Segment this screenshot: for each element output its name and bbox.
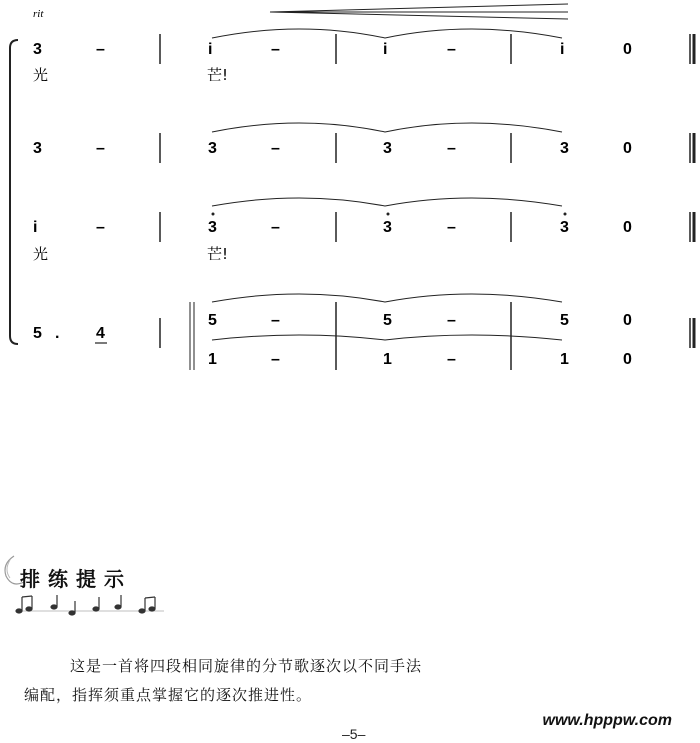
tie: [212, 335, 562, 340]
rest: 0: [623, 312, 632, 329]
tie: [212, 294, 562, 302]
staff-3: [33, 198, 694, 263]
lyric: 芒!: [207, 66, 229, 84]
rest: 0: [623, 41, 632, 58]
note: 3: [208, 140, 217, 157]
rest: 0: [623, 219, 632, 236]
tie: [212, 123, 562, 132]
note: 1: [208, 351, 217, 368]
dash: –: [96, 219, 105, 236]
dash: –: [271, 351, 280, 368]
dash: –: [447, 312, 456, 329]
dash: –: [447, 41, 456, 58]
page-number: –5–: [342, 726, 366, 742]
music-notes-icon: [14, 593, 174, 617]
note: 3: [560, 219, 569, 236]
dash: –: [96, 140, 105, 157]
note: i: [208, 41, 213, 58]
dash: –: [447, 219, 456, 236]
rehearsal-tips-title: 排练提示: [20, 567, 132, 591]
rit-marking: rit: [33, 8, 44, 20]
note: 5: [560, 312, 569, 329]
lyric: 光: [33, 66, 49, 84]
system-bracket: [10, 40, 18, 344]
tip-text-line-2: 编配，指挥须重点掌握它的逐次推进性。: [24, 686, 313, 704]
note: 3: [383, 219, 392, 236]
note: 1: [560, 351, 569, 368]
lyric: 光: [33, 245, 49, 263]
dash: –: [447, 351, 456, 368]
note: 3: [383, 140, 392, 157]
note: 4: [96, 325, 105, 342]
dash: –: [271, 219, 280, 236]
note: i: [560, 41, 565, 58]
staff-2: [33, 123, 694, 163]
note: 3: [33, 140, 42, 157]
note: 5: [383, 312, 392, 329]
octave-dot: [212, 213, 215, 216]
staff-4: [33, 294, 694, 370]
dash: –: [271, 41, 280, 58]
note: 3: [560, 140, 569, 157]
note: 1: [383, 351, 392, 368]
dash: –: [96, 41, 105, 58]
tie: [212, 198, 562, 206]
tie: [212, 29, 562, 38]
note: 5: [33, 325, 42, 342]
note: 3: [208, 219, 217, 236]
note: 5: [208, 312, 217, 329]
dash: –: [447, 140, 456, 157]
tip-text-line-1: 这是一首将四段相同旋律的分节歌逐次以不同手法: [70, 657, 423, 675]
note: 3: [33, 41, 42, 58]
dash: –: [271, 312, 280, 329]
rest: 0: [623, 140, 632, 157]
rest: 0: [623, 351, 632, 368]
note: i: [33, 219, 38, 236]
dot: .: [55, 325, 60, 342]
lyric: 芒!: [207, 245, 229, 263]
website-watermark: www.hpppw.com: [542, 712, 672, 729]
octave-dot: [387, 213, 390, 216]
octave-dot: [564, 213, 567, 216]
staff-1: [33, 29, 694, 84]
note: i: [383, 41, 388, 58]
hairpin-mark: [270, 4, 568, 19]
dash: –: [271, 140, 280, 157]
